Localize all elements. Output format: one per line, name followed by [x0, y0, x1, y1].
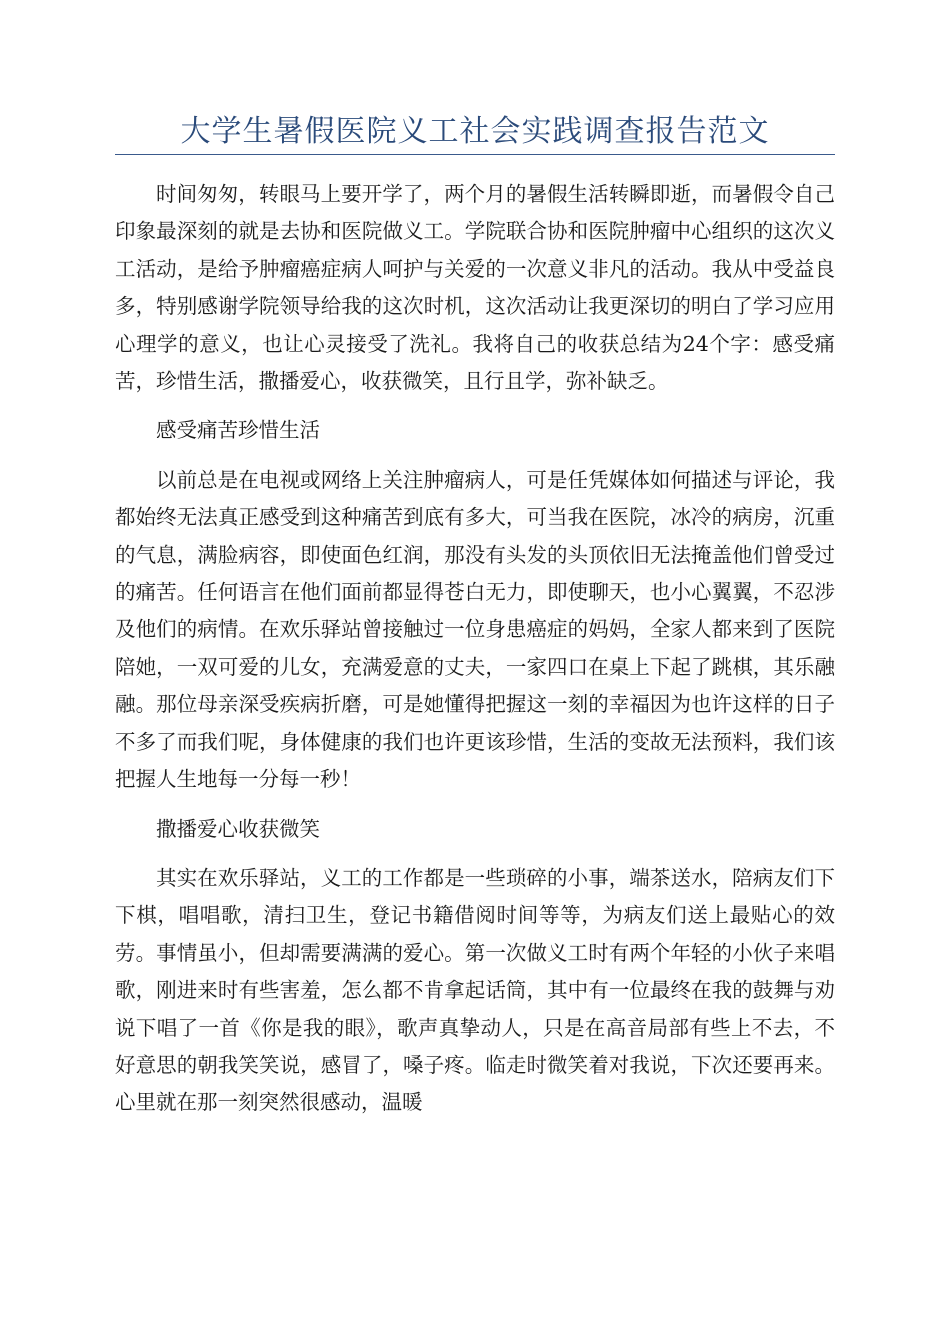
- paragraph-intro: 时间匆匆，转眼马上要开学了，两个月的暑假生活转瞬即逝，而暑假令自己印象最深刻的就是去协和医院做义工。学院联合协和医院肿瘤中心组织的这次义工活动，是给予肿瘤癌症病人呵护与关爱的一次意义非凡的活动。我从中受益良多，特别感谢学院领导给我的这次时机，这次活动让我更深切的明白了学习应用心理学的意义，也让心灵接受了洗礼。我将自己的收获总结为24个字：感受痛苦，珍惜生活，撒播爱心，收获微笑，且行且学，弥补缺乏。: [115, 182, 835, 394]
- section-heading-spread-love: 撒播爱心收获微笑: [156, 816, 320, 841]
- title-underline: [115, 154, 835, 155]
- document-body: [115, 176, 835, 1134]
- document-title: 大学生暑假医院义工社会实践调查报告范文: [180, 114, 770, 149]
- paragraph-feel-pain: 以前总是在电视或网络上关注肿瘤病人，可是任凭媒体如何描述与评论，我都始终无法真正感受到这种痛苦到底有多大，可当我在医院，冰冷的病房，沉重的气息，满脸病容，即使面色红润，那没有头发的头顶依旧无法掩盖他们曾受过的痛苦。任何语言在他们面前都显得苍白无力，即使聊天，也小心翼翼，不忍涉及他们的病情。在欢乐驿站曾接触过一位身患癌症的妈妈，全家人都来到了医院陪她，一双可爱的儿女，充满爱意的丈夫，一家四口在桌上下起了跳棋，其乐融融。那位母亲深受疾病折磨，可是她懂得把握这一刻的幸福因为也许这样的日子不多了而我们呢，身体健康的我们也许更该珍惜，生活的变故无法预料，我们该把握人生地每一分每一秒！: [115, 467, 835, 792]
- section-heading-feel-pain: 感受痛苦珍惜生活: [156, 418, 320, 443]
- paragraph-spread-love: 其实在欢乐驿站，义工的工作都是一些琐碎的小事，端茶送水，陪病友们下下棋，唱唱歌，清扫卫生，登记书籍借阅时间等等，为病友们送上最贴心的效劳。事情虽小，但却需要满满的爱心。第一次做义工时有两个年轻的小伙子来唱歌，刚进来时有些害羞，怎么都不肯拿起话筒，其中有一位最终在我的鼓舞与劝说下唱了一首《你是我的眼》，歌声真挚动人，只是在高音局部有些上不去，不好意思的朝我笑笑说，感冒了，嗓子疼。临走时微笑着对我说，下次还要再来。心里就在那一刻突然很感动，温暖: [115, 865, 835, 1115]
